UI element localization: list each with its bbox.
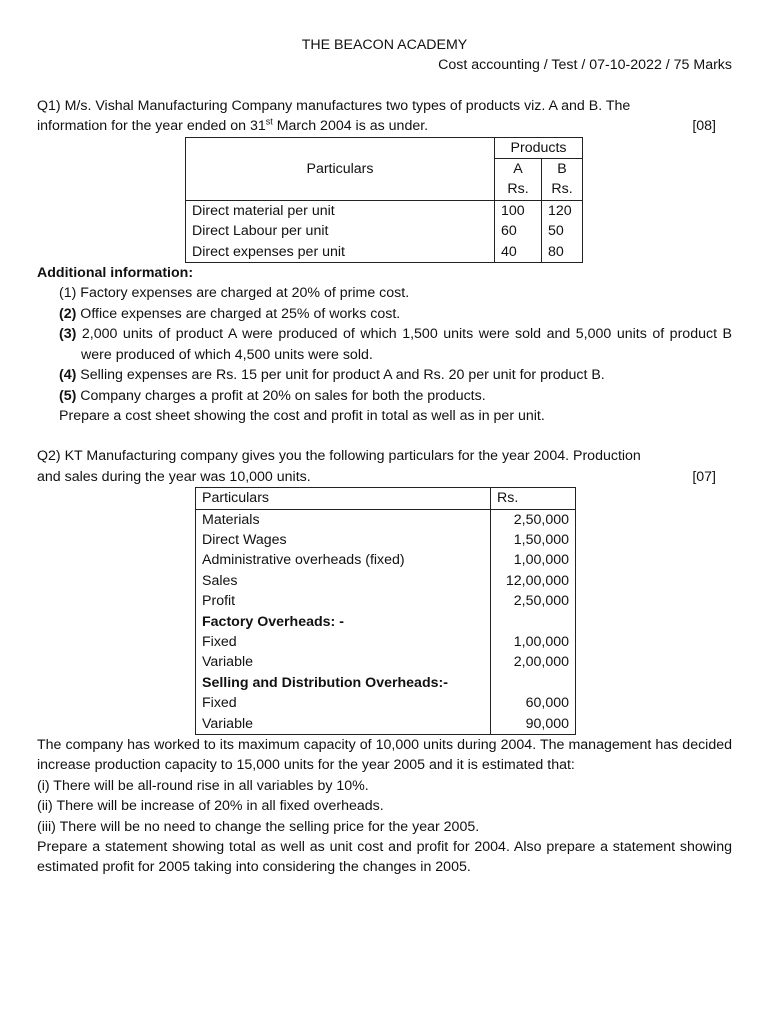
q2-intro-text: and sales during the year was 10,000 units. — [37, 468, 311, 485]
list-item: (2) Office expenses are charged at 25% of works cost. — [59, 305, 401, 322]
row-value-a: 60 — [495, 221, 542, 241]
row-label: Direct Labour per unit — [186, 221, 495, 241]
table-row — [196, 714, 576, 735]
table-row — [196, 571, 576, 591]
row-value: 2,00,000 — [513, 654, 569, 671]
q1-unit-b: Rs. — [542, 179, 583, 200]
q1-instruction: Prepare a cost sheet showing the cost and profit in total as well as in per unit. — [59, 407, 545, 424]
table-subheading — [196, 612, 576, 632]
table-row — [186, 200, 583, 221]
row-label: Fixed — [196, 632, 491, 652]
list-item: (1) Factory expenses are charged at 20% of prime cost. — [59, 285, 410, 302]
q1-header-particulars: Particulars — [186, 137, 495, 200]
table-row — [196, 550, 576, 570]
q1-col-a: A — [495, 159, 542, 180]
row-label: Materials — [196, 509, 491, 530]
q2-header-particulars: Particulars — [196, 488, 491, 509]
row-label: Direct expenses per unit — [186, 242, 495, 263]
school-name: THE BEACON ACADEMY — [301, 37, 468, 53]
table-row — [186, 221, 583, 241]
q2-table — [195, 487, 576, 735]
row-value: 2,50,000 — [513, 593, 569, 610]
list-item: (i) There will be all-round rise in all variables by 10%. — [37, 777, 369, 794]
table-subheading — [196, 673, 576, 693]
exam-page — [37, 35, 732, 878]
table-row — [196, 632, 576, 652]
row-value-b: 120 — [548, 202, 572, 219]
additional-info-heading: Additional information: — [37, 265, 194, 282]
q1-intro-text: information for the year ended on 31st March 2004 is as under. — [37, 116, 429, 135]
table-row — [196, 530, 576, 550]
row-label: Administrative overheads (fixed) — [196, 550, 491, 570]
selling-overheads-heading: Selling and Distribution Overheads:- — [196, 673, 491, 693]
q2-text-line2 — [37, 467, 732, 487]
row-label: Fixed — [196, 693, 491, 713]
row-value-b: 80 — [548, 243, 564, 260]
list-item: (ii) There will be increase of 20% in all fixed overheads. — [37, 798, 384, 815]
factory-overheads-heading: Factory Overheads: - — [196, 612, 491, 632]
q1-text-line2 — [37, 116, 732, 136]
list-item: (3) 2,000 units of product A were produced of which 1,500 units were sold and 5,000 units of product B were produced of which 4,500 units were sold. — [59, 326, 733, 363]
q1-header-products: Products — [495, 137, 583, 158]
table-row — [196, 509, 576, 530]
row-value: 1,00,000 — [513, 633, 569, 650]
row-label: Direct material per unit — [186, 200, 495, 221]
table-row — [196, 652, 576, 672]
row-label: Profit — [196, 591, 491, 611]
q2-instruction: Prepare a statement showing total as well as unit cost and profit for 2004. Also prepare a statement showing estimated profit for 2005 taking into considering the changes in 2005. — [37, 839, 732, 876]
row-label: Variable — [196, 714, 491, 735]
q1-table — [185, 137, 583, 263]
row-value: 12,00,000 — [505, 572, 569, 589]
row-value-b: 50 — [548, 223, 564, 240]
row-label: Direct Wages — [196, 530, 491, 550]
list-item: (5) Company charges a profit at 20% on sales for both the products. — [59, 387, 486, 404]
q2-text-line1: Q2) KT Manufacturing company gives you the following particulars for the year 2004. Production — [37, 448, 641, 465]
list-item: (iii) There will be no need to change the selling price for the year 2005. — [37, 818, 480, 835]
test-details: Cost accounting / Test / 07-10-2022 / 75 Marks — [438, 57, 732, 74]
row-value-a: 40 — [495, 242, 542, 263]
q1-marks: [08] — [692, 118, 716, 135]
q2-body: The company has worked to its maximum capacity of 10,000 units during 2004. The management has decided increase production capacity to 15,000 units for the year 2005 and it is estimated that: — [37, 737, 732, 774]
q2-header-rs: Rs. — [491, 488, 576, 509]
q1-text-line1: Q1) M/s. Vishal Manufacturing Company manufactures two types of products viz. A and B. The — [37, 97, 631, 114]
table-row — [186, 242, 583, 263]
list-item: (4) Selling expenses are Rs. 15 per unit for product A and Rs. 20 per unit for product B. — [59, 367, 605, 384]
q2-marks: [07] — [692, 468, 716, 485]
table-row — [196, 693, 576, 713]
row-value: 1,50,000 — [513, 531, 569, 548]
row-label: Sales — [196, 571, 491, 591]
row-value: 1,00,000 — [513, 552, 569, 569]
row-value: 60,000 — [525, 695, 569, 712]
row-value: 2,50,000 — [513, 511, 569, 528]
q1-unit-a: Rs. — [495, 179, 542, 200]
q1-col-b: B — [557, 161, 567, 178]
row-value: 90,000 — [525, 715, 569, 732]
table-row — [196, 591, 576, 611]
row-label: Variable — [196, 652, 491, 672]
row-value-a: 100 — [495, 200, 542, 221]
